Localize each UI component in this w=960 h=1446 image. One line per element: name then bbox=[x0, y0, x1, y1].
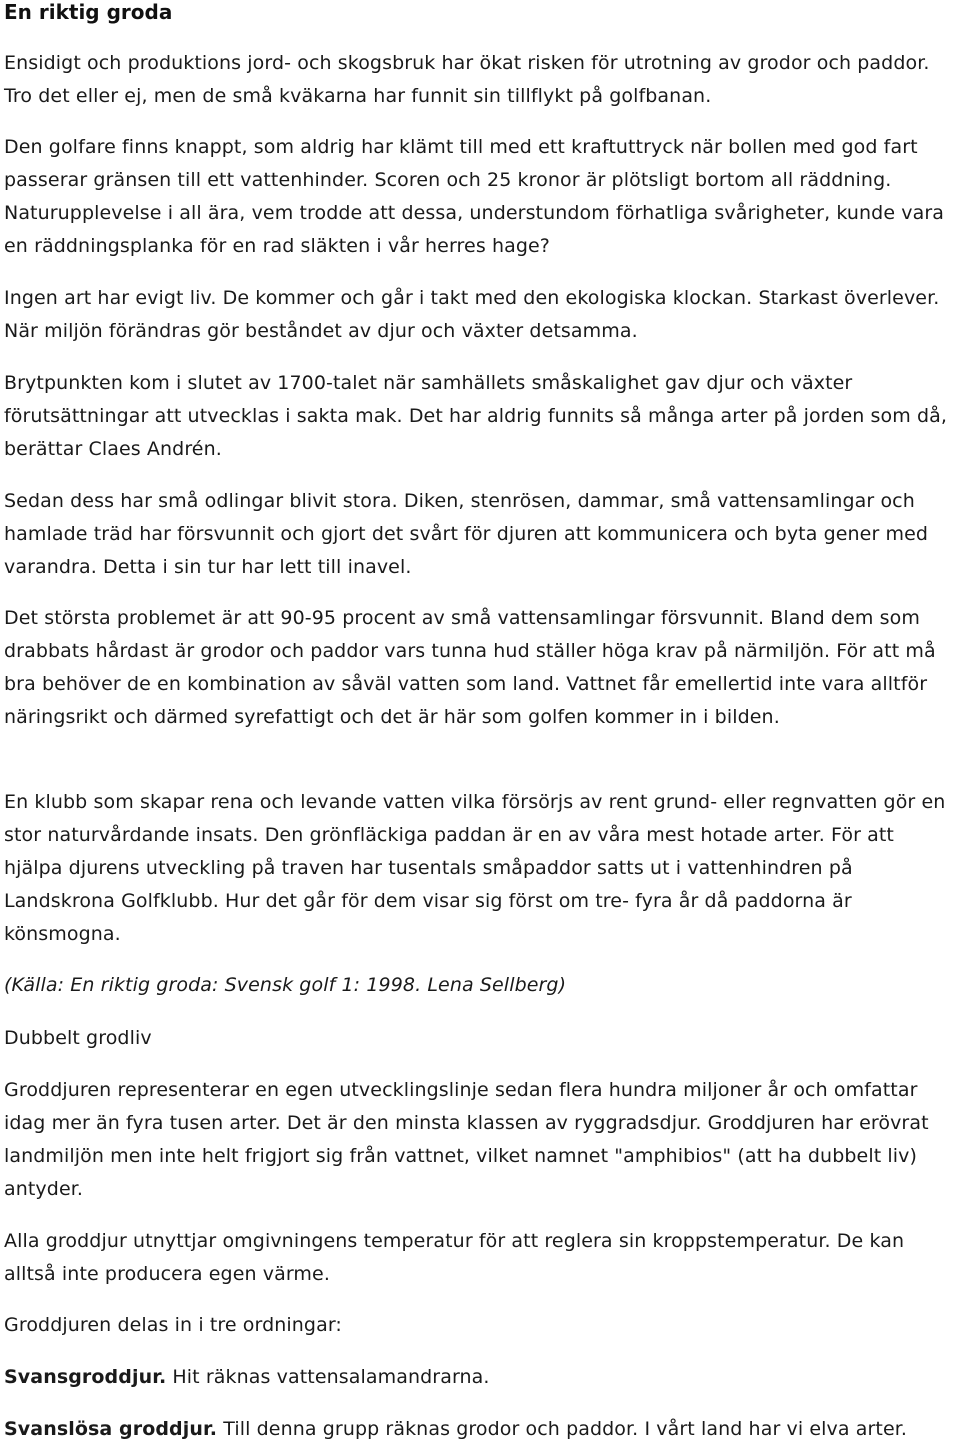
paragraph-golfer: Den golfare finns knappt, som aldrig har klämt till med ett kraftuttryck när bollen med god fart passerar gränsen till ett vattenhinder. Scoren och 25 kronor är plötsligt bortom all räddning. Naturupplevelse i all ära, vem trodde att dessa, understundom förhatliga svårigheter, kunde vara en räddningsplanka för en rad släkten i vår herres hage? bbox=[4, 136, 944, 257]
order-description: Hit räknas vattensalamandrarna. bbox=[166, 1366, 490, 1388]
paragraph-orders-intro: Groddjuren delas in i tre ordningar: bbox=[4, 1314, 342, 1336]
order-term: Svansgroddjur. bbox=[4, 1366, 167, 1388]
paragraph-intro: Ensidigt och produktions jord- och skogsbruk har ökat risken för utrotning av grodor och paddor. Tro det eller ej, men de små kväkarna har funnit sin tillflykt på golfbanan. bbox=[4, 52, 930, 107]
paragraph-evolution: Ingen art har evigt liv. De kommer och går i takt med den ekologiska klockan. Starkast överlever. När miljön förändras gör beståndet av djur och växter detsamma. bbox=[4, 287, 940, 342]
paragraph-temperature: Alla groddjur utnyttjar omgivningens temperatur för att reglera sin kroppstemperatur. De kan alltså inte producera egen värme. bbox=[4, 1230, 905, 1285]
order-item bbox=[4, 1361, 954, 1394]
article-title: En riktig groda bbox=[4, 0, 173, 24]
order-description: Till denna grupp räknas grodor och paddor. I vårt land har vi elva arter. bbox=[217, 1418, 908, 1440]
source-citation: (Källa: En riktig groda: Svensk golf 1: 1998. Lena Sellberg) bbox=[4, 974, 567, 996]
order-item bbox=[4, 1413, 954, 1446]
section-heading: Dubbelt grodliv bbox=[4, 1027, 152, 1049]
paragraph-golf-club: En klubb som skapar rena och levande vatten vilka försörjs av rent grund- eller regnvatten gör en stor naturvårdande insats. Den grönfläckiga paddan är en av våra mest hotade arter. För att hjälpa djurens utveckling på traven har tusentals småpaddor satts ut i vattenhindren på Landskrona Golfklubb. Hur det går för dem visar sig först om tre- fyra år då paddorna är könsmogna. bbox=[4, 791, 946, 945]
paragraph-agriculture: Sedan dess har små odlingar blivit stora. Diken, stenrösen, dammar, små vattensamlingar och hamlade träd har försvunnit och gjort det svårt för djuren att kommunicera och byta gener med varandra. Detta i sin tur har lett till inavel. bbox=[4, 490, 929, 578]
paragraph-problem: Det största problemet är att 90-95 procent av små vattensamlingar försvunnit. Bland dem som drabbats hårdast är grodor och paddor vars tunna hud ställer höga krav på närmiljön. För att må bra behöver de en kombination av såväl vatten som land. Vattnet får emellertid inte vara alltför näringsrikt och därmed syrefattigt och det är här som golfen kommer in i bilden. bbox=[4, 607, 936, 728]
order-term: Svanslösa groddjur. bbox=[4, 1418, 218, 1440]
paragraph-turning-point: Brytpunkten kom i slutet av 1700-talet när samhällets småskalighet gav djur och växter förutsättningar att utvecklas i sakta mak. Det har aldrig funnits så många arter på jorden som då, berättar Claes Andrén. bbox=[4, 372, 948, 460]
paragraph-amphibians: Groddjuren representerar en egen utvecklingslinje sedan flera hundra miljoner år och omfattar idag mer än fyra tusen arter. Det är den minsta klassen av ryggradsdjur. Groddjuren har erövrat landmiljön men inte helt frigjort sig från vattnet, vilket namnet "amphibios" (att ha dubbelt liv) antyder. bbox=[4, 1079, 929, 1200]
